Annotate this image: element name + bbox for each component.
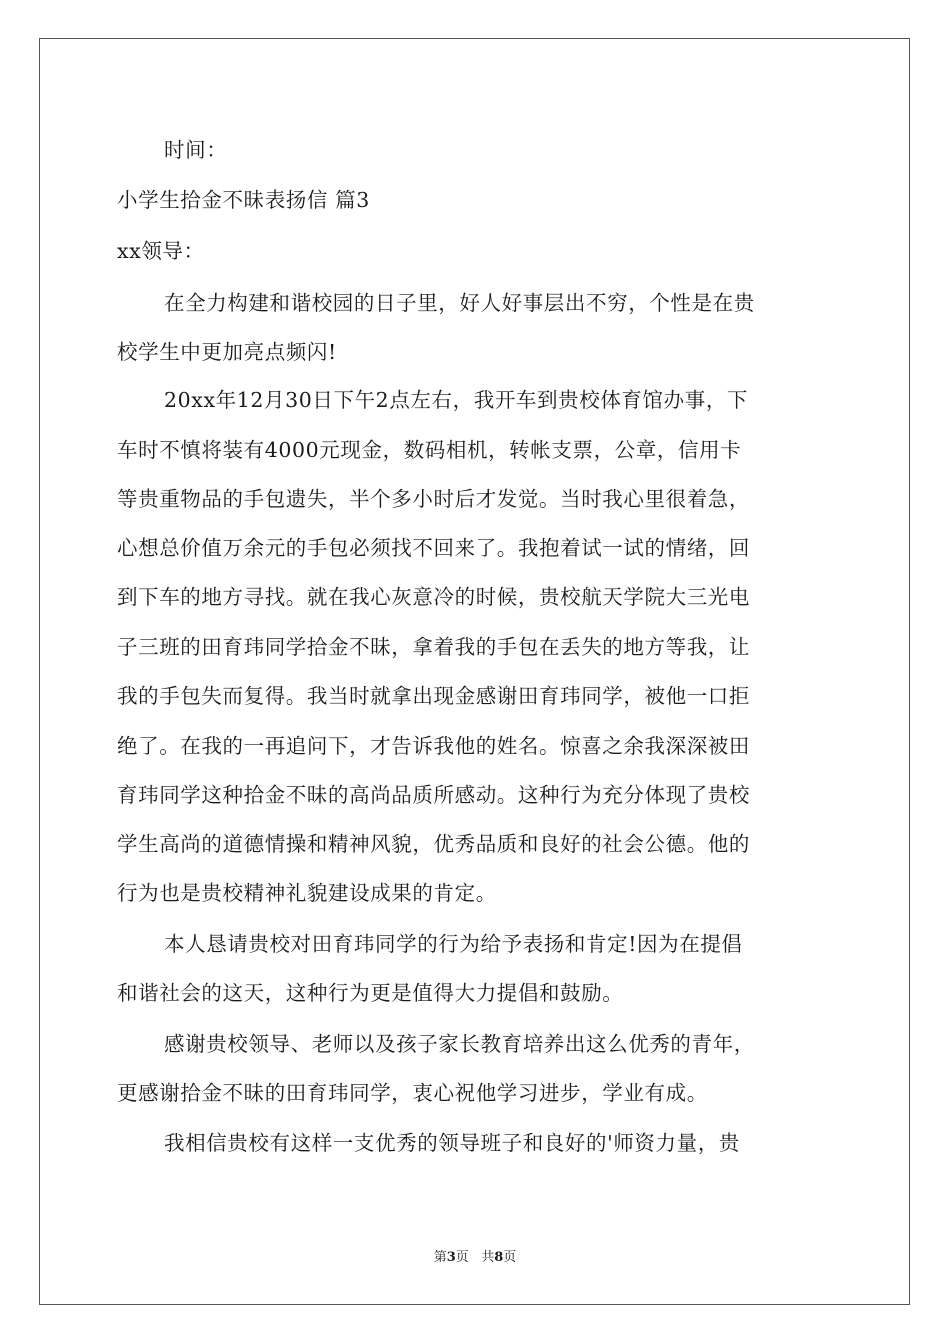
paragraph-line: 到下车的地方寻找。就在我心灰意冷的时候，贵校航天学院大三光电 [117, 585, 750, 609]
paragraph-line: 在全力构建和谐校园的日子里，好人好事层出不穷，个性是在贵 [164, 291, 755, 315]
footer-prefix: 第 [433, 1250, 447, 1265]
paragraph-line: 学生高尚的道德情操和精神风貌，优秀品质和良好的社会公德。他的 [117, 832, 750, 856]
paragraph-line: 子三班的田育玮同学拾金不昧，拿着我的手包在丢失的地方等我，让 [117, 635, 750, 659]
paragraph-line: 本人恳请贵校对田育玮同学的行为给予表扬和肯定!因为在提倡 [164, 932, 743, 956]
page-border [39, 38, 910, 1305]
salutation: xx领导： [117, 239, 205, 263]
paragraph-line: 绝了。在我的一再追问下，才告诉我他的姓名。惊喜之余我深深被田 [117, 734, 750, 758]
paragraph-line: 心想总价值万余元的手包必须找不回来了。我抱着试一试的情绪，回 [117, 536, 750, 560]
footer-page-number: 3 [446, 1250, 456, 1265]
footer-total-pages: 8 [494, 1250, 504, 1265]
footer-total-prefix: 共 [481, 1250, 495, 1265]
paragraph-line: 感谢贵校领导、老师以及孩子家长教育培养出这么优秀的青年， [164, 1032, 755, 1056]
paragraph-line: 校学生中更加亮点频闪! [117, 340, 337, 364]
paragraph-line: 更感谢拾金不昧的田育玮同学，衷心祝他学习进步，学业有成。 [117, 1081, 708, 1105]
section-heading: 小学生拾金不昧表扬信 篇3 [117, 188, 370, 212]
time-label: 时间： [164, 138, 228, 162]
paragraph-line: 车时不慎将装有4000元现金，数码相机，转帐支票，公章，信用卡 [117, 438, 742, 462]
paragraph-line: 和谐社会的这天，这种行为更是值得大力提倡和鼓励。 [117, 981, 624, 1005]
footer-total-unit: 页 [503, 1250, 517, 1265]
footer-page-unit: 页 [455, 1250, 469, 1265]
paragraph-line: 行为也是贵校精神礼貌建设成果的肯定。 [117, 881, 497, 905]
paragraph-line: 等贵重物品的手包遗失，半个多小时后才发觉。当时我心里很着急， [117, 487, 750, 511]
paragraph-line: 育玮同学这种拾金不昧的高尚品质所感动。这种行为充分体现了贵校 [117, 783, 750, 807]
paragraph-line: 我的手包失而复得。我当时就拿出现金感谢田育玮同学，被他一口拒 [117, 684, 750, 708]
paragraph-line: 我相信贵校有这样一支优秀的领导班子和良好的'师资力量，贵 [164, 1131, 740, 1155]
paragraph-line: 20xx年12月30日下午2点左右，我开车到贵校体育馆办事，下 [164, 388, 749, 412]
page-footer [0, 1250, 950, 1266]
